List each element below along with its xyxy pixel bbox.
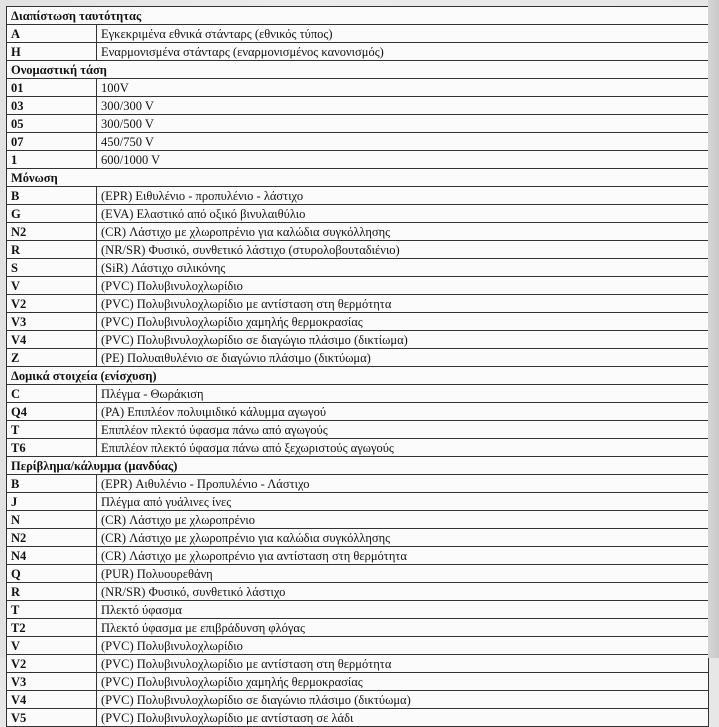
table-row xyxy=(7,331,709,349)
description-cell: (PVC) Πολυβινυλοχλωρίδιο xyxy=(97,637,709,655)
section-header-row xyxy=(7,61,709,79)
code-cell: Q xyxy=(7,565,97,583)
table-row xyxy=(7,223,709,241)
description-cell: (PUR) Πολυουρεθάνη xyxy=(97,565,709,583)
table-row xyxy=(7,673,709,691)
section-title: Μόνωση xyxy=(7,169,709,187)
description-cell: (PVC) Πολυβινυλοχλωρίδιο xyxy=(97,277,709,295)
code-cell: T6 xyxy=(7,439,97,457)
table-row xyxy=(7,205,709,223)
code-cell: 05 xyxy=(7,115,97,133)
description-cell: Εναρμονισμένα στάνταρς (εναρμονισμένος κανονισμός) xyxy=(97,43,709,61)
table-row xyxy=(7,637,709,655)
code-cell: C xyxy=(7,385,97,403)
code-cell: T xyxy=(7,421,97,439)
description-cell: (PVC) Πολυβινυλοχλωρίδιο σε διαγώγιο πλάσιμο (δικτίωμα) xyxy=(97,331,709,349)
code-cell: J xyxy=(7,493,97,511)
description-cell: Πλέγμα - Θωράκιση xyxy=(97,385,709,403)
table-row xyxy=(7,655,709,673)
description-cell: (CR) Λάστιχο με χλωροπρένιο xyxy=(97,511,709,529)
code-cell: T2 xyxy=(7,619,97,637)
description-cell: Πλεκτό ύφασμα με επιβράδυνση φλόγας xyxy=(97,619,709,637)
code-cell: Q4 xyxy=(7,403,97,421)
section-title: Περίβλημα/κάλυμμα (μανδύας) xyxy=(7,457,709,475)
section-header-row xyxy=(7,169,709,187)
table-row xyxy=(7,187,709,205)
table-row xyxy=(7,241,709,259)
code-cell: B xyxy=(7,187,97,205)
code-cell: 03 xyxy=(7,97,97,115)
table-row xyxy=(7,151,709,169)
code-table-body xyxy=(7,7,709,727)
description-cell: (PVC) Πολυβινυλοχλωρίδιο με αντίσταση στη θερμότητα xyxy=(97,295,709,313)
table-row xyxy=(7,619,709,637)
table-row xyxy=(7,25,709,43)
code-cell: Z xyxy=(7,349,97,367)
code-cell: V4 xyxy=(7,691,97,709)
code-cell: V2 xyxy=(7,295,97,313)
table-row xyxy=(7,565,709,583)
section-header-row xyxy=(7,7,709,25)
code-cell: V xyxy=(7,637,97,655)
description-cell: (PVC) Πολυβινυλοχλωρίδιο σε διαγώνιο πλάσιμο (δικτύωμα) xyxy=(97,691,709,709)
table-row xyxy=(7,79,709,97)
section-title: Δομικά στοιχεία (ενίσχυση) xyxy=(7,367,709,385)
description-cell: Πλεκτό ύφασμα xyxy=(97,601,709,619)
code-cell: R xyxy=(7,241,97,259)
code-cell: B xyxy=(7,475,97,493)
description-cell: (EVA) Ελαστικό από οξικό βινυλαιθύλιο xyxy=(97,205,709,223)
description-cell: (CR) Λάστιχο με χλωροπρένιο για αντίσταση στη θερμότητα xyxy=(97,547,709,565)
section-title: Διαπίστωση ταυτότητας xyxy=(7,7,709,25)
table-row xyxy=(7,295,709,313)
description-cell: (PVC) Πολυβινυλοχλωρίδιο με αντίσταση στη θερμότητα xyxy=(97,655,709,673)
description-cell: (EPR) Ειθυλένιο - προπυλένιο - λάστιχο xyxy=(97,187,709,205)
description-cell: Επιπλέον πλεκτό ύφασμα πάνω από αγωγούς xyxy=(97,421,709,439)
code-cell: V3 xyxy=(7,673,97,691)
description-cell: (PVC) Πολυβινυλοχλωρίδιο με αντίσταση σε λάδι xyxy=(97,709,709,727)
table-row xyxy=(7,403,709,421)
code-cell: 01 xyxy=(7,79,97,97)
document-sheet xyxy=(6,6,708,727)
section-header-row xyxy=(7,457,709,475)
code-cell: T xyxy=(7,601,97,619)
code-cell: 07 xyxy=(7,133,97,151)
code-cell: G xyxy=(7,205,97,223)
code-cell: S xyxy=(7,259,97,277)
description-cell: 100V xyxy=(97,79,709,97)
table-row xyxy=(7,349,709,367)
table-row xyxy=(7,421,709,439)
code-cell: V4 xyxy=(7,331,97,349)
code-cell: R xyxy=(7,583,97,601)
description-cell: (PE) Πολυαιθυλένιο σε διαγώνιο πλάσιμο (δικτύωμα) xyxy=(97,349,709,367)
description-cell: 300/300 V xyxy=(97,97,709,115)
code-cell: H xyxy=(7,43,97,61)
code-cell: V3 xyxy=(7,313,97,331)
code-cell: N4 xyxy=(7,547,97,565)
description-cell: (SiR) Λάστιχο σιλικόνης xyxy=(97,259,709,277)
table-row xyxy=(7,475,709,493)
description-cell: (EPR) Αιθυλένιο - Προπυλένιο - Λάστιχο xyxy=(97,475,709,493)
table-row xyxy=(7,313,709,331)
description-cell: (PVC) Πολυβινυλοχλωρίδιο χαμηλής θερμοκρασίας xyxy=(97,313,709,331)
description-cell: Επιπλέον πλεκτό ύφασμα πάνω από ξεχωριστούς αγωγούς xyxy=(97,439,709,457)
table-row xyxy=(7,115,709,133)
code-cell: A xyxy=(7,25,97,43)
description-cell: Εγκεκριμένα εθνικά στάνταρς (εθνικός τύπος) xyxy=(97,25,709,43)
description-cell: Πλέγμα από γυάλινες ίνες xyxy=(97,493,709,511)
code-cell: V5 xyxy=(7,709,97,727)
table-row xyxy=(7,601,709,619)
description-cell: (CR) Λάστιχο με χλωροπρένιο για καλώδια συγκόλλησης xyxy=(97,529,709,547)
description-cell: 600/1000 V xyxy=(97,151,709,169)
description-cell: (NR/SR) Φυσικό, συνθετικό λάστιχο (στυρολοβουταδιένιο) xyxy=(97,241,709,259)
table-row xyxy=(7,691,709,709)
table-row xyxy=(7,709,709,727)
code-cell: N xyxy=(7,511,97,529)
table-row xyxy=(7,493,709,511)
code-cell: V2 xyxy=(7,655,97,673)
table-row xyxy=(7,529,709,547)
cable-code-table xyxy=(6,6,709,727)
table-row xyxy=(7,97,709,115)
table-row xyxy=(7,43,709,61)
table-row xyxy=(7,547,709,565)
section-title: Ονομαστική τάση xyxy=(7,61,709,79)
page-edge-shadow xyxy=(708,0,719,658)
description-cell: (NR/SR) Φυσικό, συνθετικό λάστιχο xyxy=(97,583,709,601)
description-cell: (PVC) Πολυβινυλοχλωρίδιο χαμηλής θερμοκρασίας xyxy=(97,673,709,691)
description-cell: 300/500 V xyxy=(97,115,709,133)
table-row xyxy=(7,439,709,457)
code-cell: 1 xyxy=(7,151,97,169)
description-cell: (CR) Λάστιχο με χλωροπρένιο για καλώδια συγκόλλησης xyxy=(97,223,709,241)
section-header-row xyxy=(7,367,709,385)
table-row xyxy=(7,511,709,529)
description-cell: (PA) Επιπλέον πολυιμιδικό κάλυμμα αγωγού xyxy=(97,403,709,421)
table-row xyxy=(7,583,709,601)
code-cell: N2 xyxy=(7,223,97,241)
table-row xyxy=(7,277,709,295)
table-row xyxy=(7,259,709,277)
table-row xyxy=(7,133,709,151)
code-cell: V xyxy=(7,277,97,295)
description-cell: 450/750 V xyxy=(97,133,709,151)
table-row xyxy=(7,385,709,403)
code-cell: N2 xyxy=(7,529,97,547)
